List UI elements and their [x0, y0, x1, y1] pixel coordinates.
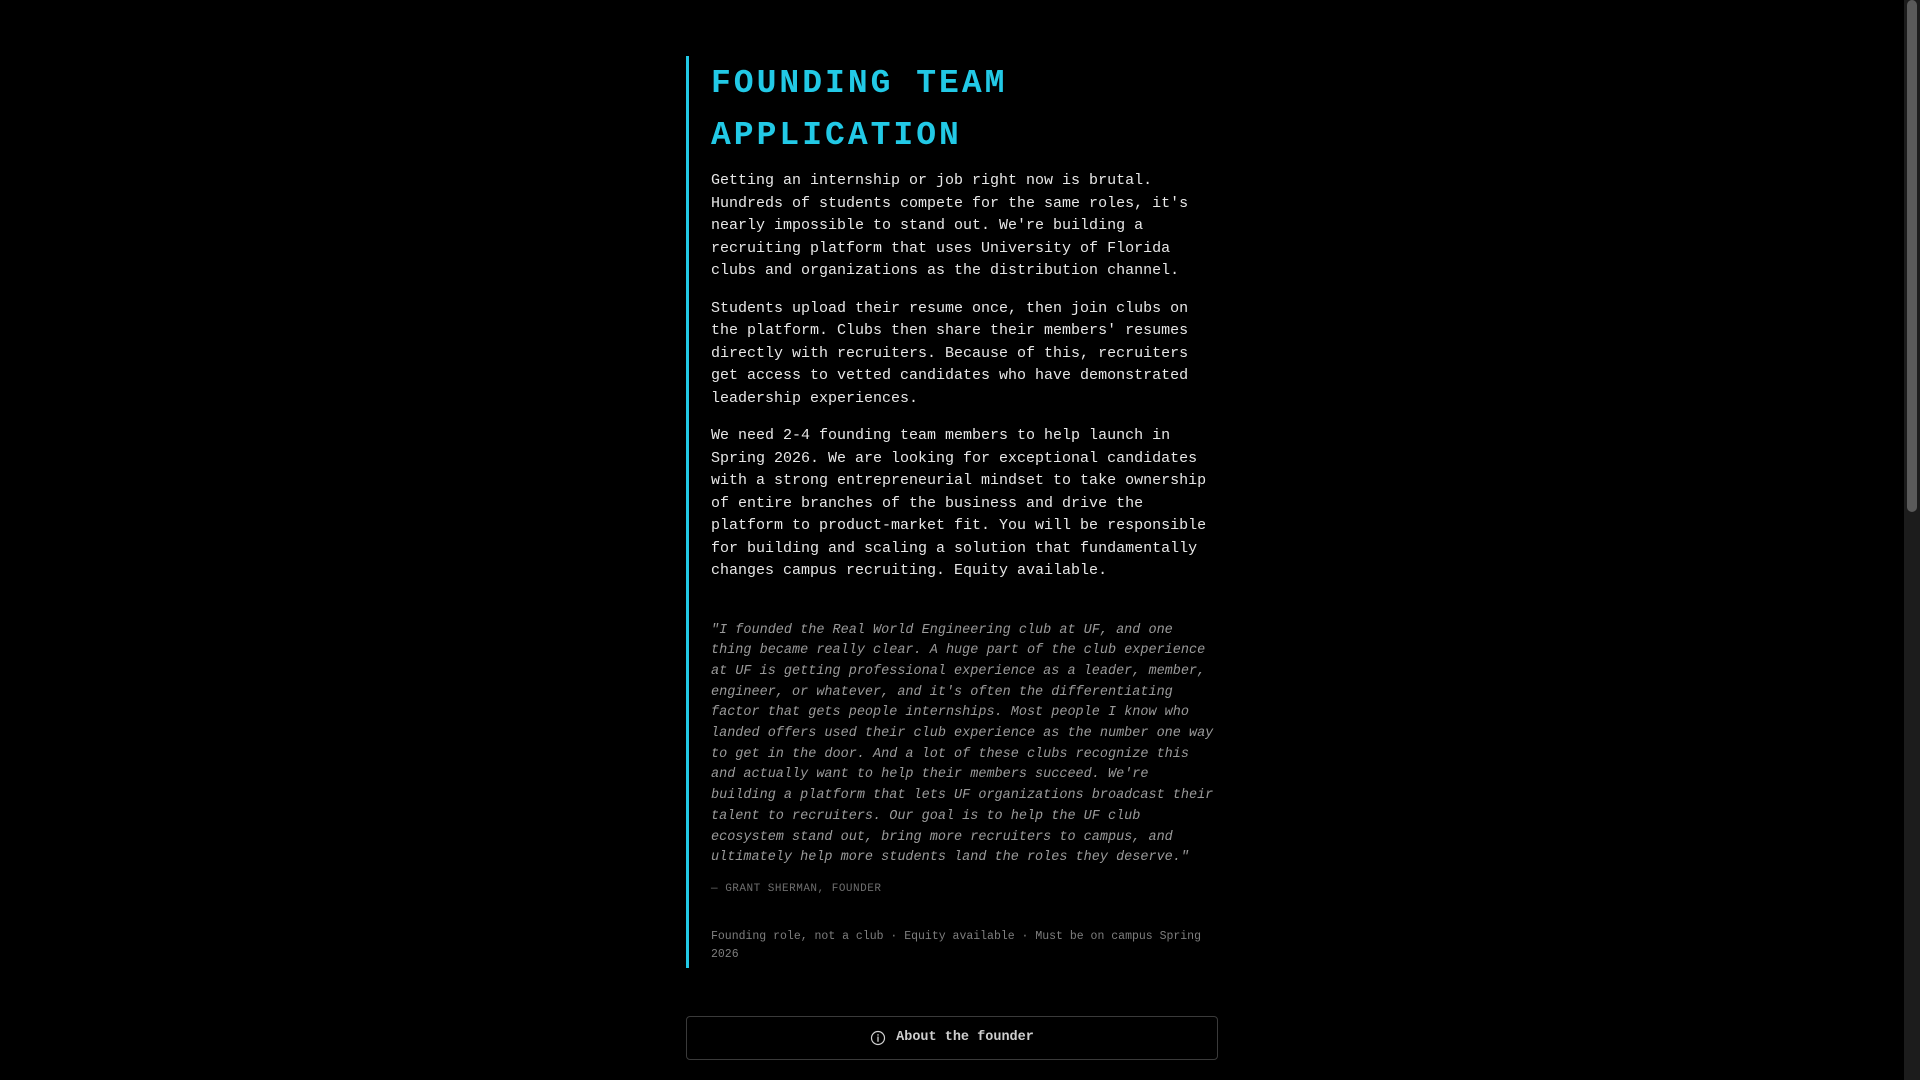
- founder-quote: "I founded the Real World Engineering club at UF, and one thing became really clear. A huge part of the club experience at UF is getting professional experience as a leader, member, engineer, or whatever, and it's often the differentiating factor that gets people internships. Most people I know who landed offers used their club experience as the number one way to get in the door. And a lot of these clubs recognize this and actually want to help their members succeed. We're building a platform that lets UF organizations broadcast their talent to recruiters. Our goal is to help the UF club ecosystem stand out, bring more recruiters to campus, and ultimately help more students land the roles they deserve.": [711, 622, 1214, 866]
- page-title: FOUNDING TEAM APPLICATION: [711, 65, 1008, 154]
- about-founder-button[interactable]: [686, 1016, 1218, 1060]
- hiring-paragraph: We need 2-4 founding team members to help launch in Spring 2026. We are looking for exceptional candidates with a strong entrepreneurial mindset to take ownership of entire branches of the business and drive the platform to product-market fit. You will be responsible for building and scaling a solution that fundamentally changes campus recruiting. Equity available.: [711, 427, 1207, 579]
- how-it-works-paragraph: Students upload their resume once, then join clubs on the platform. Clubs then share their members' resumes directly with recruiters. Because of this, recruiters get access to vetted candidates who have demonstrated leadership experiences.: [711, 299, 1189, 407]
- intro-paragraph: Getting an internship or job right now is brutal. Hundreds of students compete for the same roles, it's nearly impossible to stand out. We're building a recruiting platform that uses University of Florida clubs and organizations as the distribution channel.: [711, 172, 1189, 279]
- about-founder-label: About the founder: [896, 1030, 1034, 1046]
- info-circle-icon: [870, 1030, 886, 1046]
- scrollbar-thumb[interactable]: [1907, 0, 1917, 512]
- role-details-note: Founding role, not a club · Equity available · Must be on campus Spring 2026: [711, 929, 1201, 961]
- vertical-scrollbar[interactable]: [1904, 0, 1920, 1080]
- quote-attribution: — GRANT SHERMAN, FOUNDER: [711, 882, 882, 895]
- application-card: [686, 56, 1220, 968]
- content-column: [686, 56, 1220, 1060]
